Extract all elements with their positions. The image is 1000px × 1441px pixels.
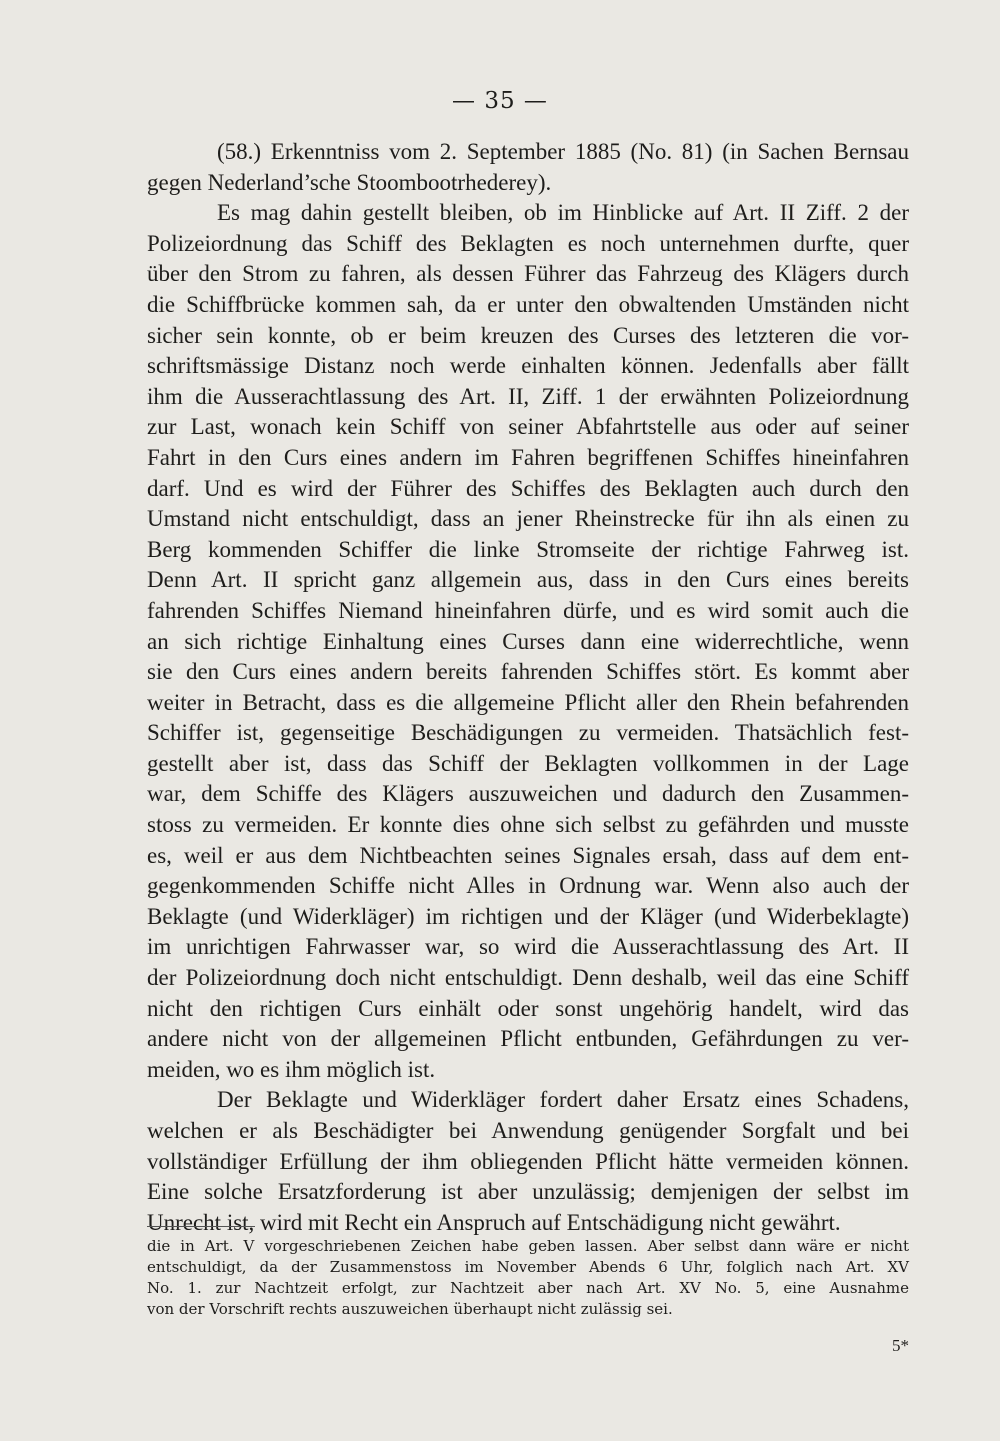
text-line: Denn Art. II spricht ganz allgemein aus, dass in den Curs eines bereits (147, 567, 909, 593)
text-line: die Schiffbrücke kommen sah, da er unter den obwaltenden Umständen nicht (147, 291, 909, 317)
text-line: war, dem Schiffe des Klägers auszuweichen und dadurch den Zusammen- (147, 781, 909, 807)
text-line: zur Last, wonach kein Schiff von seiner Abfahrtstelle aus oder auf seiner (147, 414, 909, 440)
text-line: Umstand nicht entschuldigt, dass an jener Rheinstrecke für ihn als einen zu (147, 506, 909, 532)
text-line: fahrenden Schiffes Niemand hineinfahren dürfe, und es wird somit auch die (147, 597, 909, 623)
text-line: Polizeiordnung das Schiff des Beklagten es noch unternehmen durfte, quer (147, 230, 909, 256)
text-line: sie den Curs eines andern bereits fahrenden Schiffes stört. Es kommt aber (147, 659, 909, 685)
text-line: darf. Und es wird der Führer des Schiffes des Beklagten auch durch den (147, 475, 909, 501)
text-line: (58.) Erkenntniss vom 2. September 1885 (No. 81) (in Sachen Bernsau (217, 139, 909, 164)
text-line: ihm die Ausserachtlassung des Art. II, Ziff. 1 der erwähnten Polizeiordnung (147, 383, 909, 409)
text-line: Der Beklagte und Widerkläger fordert daher Ersatz eines Schadens, (217, 1087, 909, 1113)
page-number: — 35 — (452, 88, 548, 114)
text-line: es, weil er aus dem Nichtbeachten seines Signales ersah, dass auf dem ent- (147, 842, 909, 868)
body-text (147, 137, 909, 1238)
footnote-line: entschuldigt, da der Zusammenstoss im November Abends 6 Uhr, folglich nach Art. XV (147, 1258, 909, 1276)
text-line: im unrichtigen Fahrwasser war, so wird die Ausserachtlassung des Art. II (147, 934, 909, 960)
text-line: vollständiger Erfüllung der ihm obliegenden Pflicht hätte vermeiden können. (147, 1148, 909, 1174)
text-line: nicht den richtigen Curs einhält oder sonst ungehörig handelt, wird das (147, 995, 909, 1021)
text-line: weiter in Betracht, dass es die allgemeine Pflicht aller den Rhein befahrenden (147, 689, 909, 715)
paragraph-conclusion (147, 1085, 909, 1238)
text-line: Es mag dahin gestellt bleiben, ob im Hinblicke auf Art. II Ziff. 2 der (217, 200, 909, 226)
footnote-line: die in Art. V vorgeschriebenen Zeichen habe geben lassen. Aber selbst dann wäre er nicht (147, 1237, 909, 1255)
text-line: Eine solche Ersatzforderung ist aber unzulässig; demjenigen der selbst im (147, 1179, 909, 1205)
footnote-line: von der Vorschrift rechts auszuweichen überhaupt nicht zulässig sei. (147, 1300, 673, 1318)
text-line: Schiffer ist, gegenseitige Beschädigungen zu vermeiden. Thatsächlich fest- (147, 720, 909, 746)
text-line: über den Strom zu fahren, als dessen Führer das Fahrzeug des Klägers durch (147, 261, 909, 287)
footnote-divider (147, 1226, 255, 1227)
text-line: andere nicht von der allgemeinen Pflicht entbunden, Gefährdungen zu ver- (147, 1026, 909, 1052)
text-line: gegen Nederland’sche Stoombootrhederey). (147, 169, 552, 195)
text-line: gestellt aber ist, dass das Schiff der Beklagten vollkommen in der Lage (147, 750, 909, 776)
footnote (147, 1236, 909, 1320)
text-line: meiden, wo es ihm möglich ist. (147, 1056, 436, 1082)
text-line: Fahrt in den Curs eines andern im Fahren begriffenen Schiffes hineinfahren (147, 444, 909, 470)
text-line: welchen er als Beschädigter bei Anwendung genügender Sorgfalt und bei (147, 1118, 909, 1143)
text-line: an sich richtige Einhaltung eines Curses dann eine widerrechtliche, wenn (147, 628, 909, 654)
text-line: stoss zu vermeiden. Er konnte dies ohne sich selbst zu gefährden und musste (147, 812, 909, 838)
footnote-line: No. 1. zur Nachtzeit erfolgt, zur Nachtzeit aber nach Art. XV No. 5, eine Ausnahme (147, 1279, 909, 1297)
text-line: Unrecht ist, wird mit Recht ein Anspruch auf Entschädigung nicht gewährt. (147, 1209, 841, 1235)
signature-mark: 5* (892, 1336, 909, 1355)
text-line: sicher sein konnte, ob er beim kreuzen des Curses des letzteren die vor- (147, 322, 909, 348)
text-line: gegenkommenden Schiffe nicht Alles in Ordnung war. Wenn also auch der (147, 873, 909, 899)
text-line: schriftsmässige Distanz noch werde einhalten können. Jedenfalls aber fällt (147, 353, 909, 379)
text-line: Berg kommenden Schiffer die linke Stromseite der richtige Fahrweg ist. (147, 536, 909, 562)
text-line: Beklagte (und Widerkläger) im richtigen und der Kläger (und Widerbeklagte) (147, 903, 909, 929)
paragraph-heading (147, 137, 909, 198)
text-line: der Polizeiordnung doch nicht entschuldigt. Denn deshalb, weil das eine Schiff (147, 965, 909, 991)
paragraph-main (147, 198, 909, 1085)
